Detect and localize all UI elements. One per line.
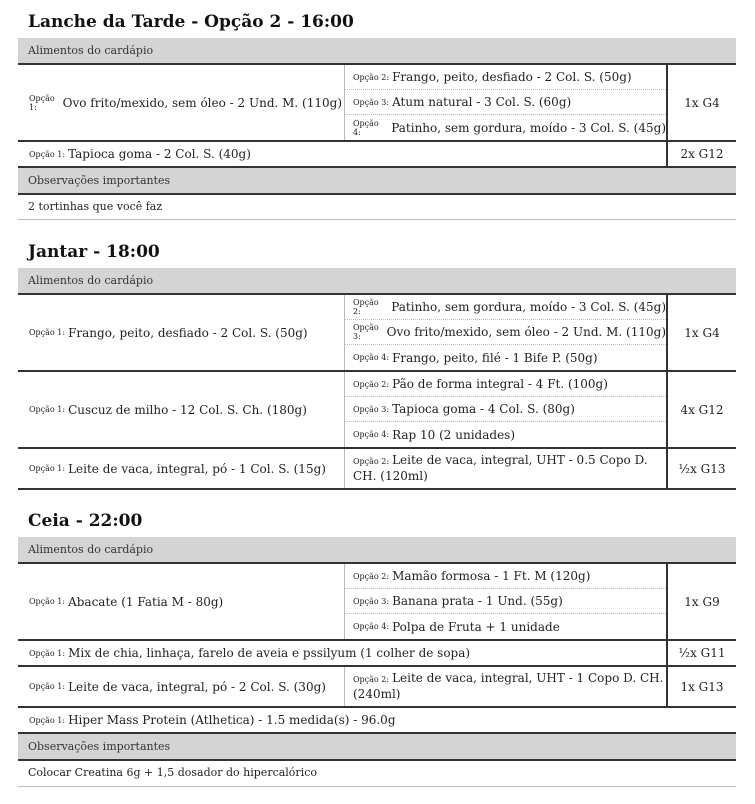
alt-options [344, 65, 666, 140]
alt-option: Opção 3: Tapioca goma - 4 Col. S. (80g) [345, 397, 666, 422]
foods-header-lanche: Alimentos do cardápio [18, 38, 736, 63]
meal-row [18, 641, 736, 665]
main-option: Opção 1: Ovo frito/mexido, sem óleo - 2 Und. M. (110g) [29, 93, 342, 112]
meal-row [18, 372, 736, 447]
alt-option: Opção 3: Banana prata - 1 Und. (55g) [345, 589, 666, 614]
alt-option: Opção 3: Atum natural - 3 Col. S. (60g) [345, 90, 666, 115]
food-group: 1x G4 [666, 65, 736, 140]
main-option: Opção 1: Leite de vaca, integral, pó - 1 Col. S. (15g) [29, 461, 326, 476]
alt-option: Opção 3: Ovo frito/mexido, sem óleo - 2 Und. M. (110g) [345, 320, 666, 345]
meal-row [18, 449, 736, 488]
section-title-ceia: Ceia - 22:00 [28, 511, 143, 531]
obs-header-lanche: Observações importantes [18, 168, 736, 193]
foods-header-ceia: Alimentos do cardápio [18, 537, 736, 562]
meal-row [18, 295, 736, 370]
alt-option: Opção 4: Patinho, sem gordura, moído - 3 Col. S. (45g) [353, 118, 666, 137]
alt-option: Opção 4: Frango, peito, filé - 1 Bife P. (50g) [353, 350, 598, 365]
food-group: ½x G11 [666, 641, 736, 665]
alt-options [344, 449, 666, 488]
meal-row [18, 564, 736, 639]
alt-options [344, 667, 666, 706]
food-group: 1x G9 [666, 564, 736, 639]
alt-option: Opção 2: Frango, peito, desfiado - 2 Col. S. (50g) [345, 65, 666, 90]
food-group: 1x G13 [666, 667, 736, 706]
main-option: Opção 1: Hiper Mass Protein (Atlhetica) - 1.5 medida(s) - 96.0g [29, 713, 396, 727]
food-group: 4x G12 [666, 372, 736, 447]
alt-options [344, 564, 666, 639]
section-title-jantar: Jantar - 18:00 [28, 242, 160, 262]
obs-text-lanche: 2 tortinhas que você faz [28, 200, 163, 213]
alt-option: Opção 2: Mamão formosa - 1 Ft. M (120g) [345, 564, 666, 589]
section-title-lanche: Lanche da Tarde - Opção 2 - 16:00 [28, 12, 354, 32]
alt-options [344, 295, 666, 370]
main-option: Opção 1: Leite de vaca, integral, pó - 2 Col. S. (30g) [29, 679, 326, 694]
main-option: Opção 1: Cuscuz de milho - 12 Col. S. Ch. (180g) [29, 402, 307, 417]
obs-text-ceia: Colocar Creatina 6g + 1,5 dosador do hipercalórico [28, 766, 317, 779]
meal-row [18, 142, 736, 166]
main-option: Opção 1: Abacate (1 Fatia M - 80g) [29, 594, 224, 609]
alt-option: Opção 4: Rap 10 (2 unidades) [353, 427, 516, 442]
alt-option: Opção 4: Polpa de Fruta + 1 unidade [353, 619, 560, 634]
meal-row [18, 65, 736, 140]
foods-header-jantar: Alimentos do cardápio [18, 268, 736, 293]
meal-row [18, 667, 736, 706]
main-option: Opção 1: Mix de chia, linhaça, farelo de aveia e pssilyum (1 colher de sopa) [29, 646, 471, 660]
alt-options [344, 372, 666, 447]
alt-option: Opção 2: Patinho, sem gordura, moído - 3 Col. S. (45g) [345, 295, 666, 320]
main-option: Opção 1: Frango, peito, desfiado - 2 Col. S. (50g) [29, 325, 308, 340]
food-group: 2x G12 [666, 142, 736, 166]
main-option: Opção 1: Tapioca goma - 2 Col. S. (40g) [29, 147, 251, 161]
alt-option: Opção 2: Pão de forma integral - 4 Ft. (100g) [345, 372, 666, 397]
meal-row [18, 708, 736, 732]
food-group: ½x G13 [666, 449, 736, 488]
alt-option: Opção 2: Leite de vaca, integral, UHT - 1 Copo D. CH. (240ml) [353, 671, 664, 701]
obs-header-ceia: Observações importantes [18, 734, 736, 759]
food-group: 1x G4 [666, 295, 736, 370]
alt-option: Opção 2: Leite de vaca, integral, UHT - 0.5 Copo D. CH. (120ml) [353, 453, 648, 483]
